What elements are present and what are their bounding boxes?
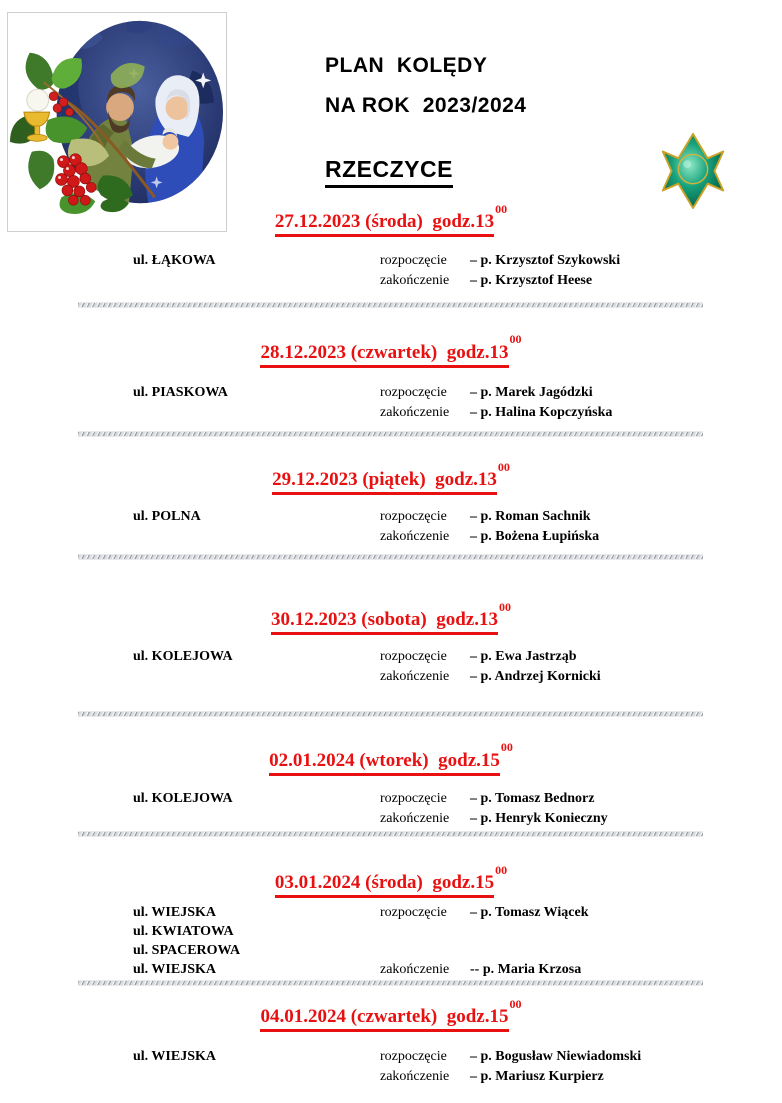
entry-rows [133, 903, 782, 979]
entry-date-heading [0, 599, 782, 632]
entry-row [133, 667, 782, 687]
end-label: zakończenie [380, 273, 450, 289]
end-person: – p. Halina Kopczyńska [470, 404, 613, 420]
time-superscript: 00 [509, 332, 522, 347]
end-label: zakończenie [380, 1069, 450, 1085]
section-separator [78, 554, 703, 560]
street-name: ul. KOLEJOWA [133, 649, 233, 665]
end-person: – p. Andrzej Kornicki [470, 669, 601, 685]
entry-date-heading [0, 459, 782, 492]
entry-rows [133, 251, 782, 291]
start-label: rozpoczęcie [380, 1049, 447, 1065]
entry-rows [133, 383, 782, 423]
start-label: rozpoczęcie [380, 253, 447, 269]
entry-row [133, 271, 782, 291]
entry-date: 29.12.2023 (piątek) godz.13 [272, 469, 497, 495]
time-superscript: 00 [495, 862, 508, 877]
section-separator [78, 831, 703, 837]
start-person: – p. Tomasz Wiącek [470, 904, 589, 920]
street-name: ul. POLNA [133, 508, 201, 524]
entry-row [133, 809, 782, 829]
start-label: rozpoczęcie [380, 649, 447, 665]
label [380, 922, 470, 941]
end-label: zakończenie [380, 961, 450, 977]
street-name: ul. SPACEROWA [133, 942, 241, 958]
street-name [133, 809, 380, 829]
entry-row [133, 960, 782, 979]
end-person: – p. Krzysztof Heese [470, 273, 593, 289]
start-person: – p. Roman Sachnik [470, 508, 591, 524]
location-heading: RZECZYCE [325, 156, 453, 188]
time-superscript: 00 [497, 459, 510, 474]
entry-row [133, 527, 782, 547]
six-pointed-star-icon [653, 132, 733, 210]
start-person: – p. Marek Jagódzki [470, 384, 593, 400]
street-name: ul. WIEJSKA [133, 961, 216, 977]
section-separator [78, 302, 703, 308]
entry-date: 04.01.2024 (czwartek) godz.15 [260, 1006, 508, 1032]
street-name [133, 527, 380, 547]
end-person: – p. Bożena Łupińska [470, 528, 600, 544]
start-label: rozpoczęcie [380, 384, 447, 400]
person [470, 941, 782, 960]
street-name: ul. ŁĄKOWA [133, 253, 216, 269]
start-person: – p. Ewa Jastrząb [470, 649, 577, 665]
time-superscript: 00 [509, 996, 522, 1011]
time-superscript: 00 [500, 740, 513, 755]
title-block [325, 52, 527, 188]
document-header [0, 0, 782, 198]
street-name: ul. KWIATOWA [133, 923, 234, 939]
street-name: ul. KOLEJOWA [133, 790, 233, 806]
plan-title-line2: NA ROK 2023/2024 [325, 94, 527, 117]
end-person: – p. Henryk Konieczny [470, 810, 608, 826]
start-label: rozpoczęcie [380, 790, 447, 806]
street-name: ul. WIEJSKA [133, 904, 216, 920]
entry-row [133, 251, 782, 271]
start-person: – p. Krzysztof Szykowski [470, 253, 621, 269]
entry-rows [133, 789, 782, 829]
start-label: rozpoczęcie [380, 508, 447, 524]
time-superscript: 00 [495, 202, 508, 216]
street-name: ul. PIASKOWA [133, 384, 228, 400]
street-name [133, 403, 380, 423]
entry-date: 27.12.2023 (środa) godz.13 [275, 211, 494, 237]
person [470, 922, 782, 941]
street-name [133, 667, 380, 687]
start-label: rozpoczęcie [380, 904, 447, 920]
entry-row [133, 789, 782, 809]
entry-date-heading [0, 862, 782, 895]
entry-row [133, 941, 782, 960]
entry-rows [133, 507, 782, 547]
label [380, 941, 470, 960]
end-person: – p. Mariusz Kurpierz [470, 1069, 604, 1085]
end-label: zakończenie [380, 810, 450, 826]
end-label: zakończenie [380, 404, 450, 420]
end-person: -- p. Maria Krzosa [470, 961, 582, 977]
entry-rows [133, 1047, 782, 1087]
end-label: zakończenie [380, 669, 450, 685]
entry-row [133, 403, 782, 423]
entry-date-heading [0, 742, 782, 772]
entry-row [133, 922, 782, 941]
section-separator [78, 431, 703, 437]
nativity-scene-image [8, 13, 226, 231]
entry-date-heading [0, 334, 782, 364]
entry-rows [133, 647, 782, 687]
entry-row [133, 383, 782, 403]
plan-title-line1: PLAN KOLĘDY [325, 54, 488, 77]
entry-row [133, 647, 782, 667]
entry-date-heading [0, 996, 782, 1029]
entry-row [133, 1067, 782, 1087]
section-separator [78, 711, 703, 717]
entry-row [133, 903, 782, 922]
end-label: zakończenie [380, 528, 450, 544]
start-person: – p. Bogusław Niewiadomski [470, 1049, 642, 1065]
entry-date: 03.01.2024 (środa) godz.15 [275, 872, 494, 898]
entry-date: 02.01.2024 (wtorek) godz.15 [269, 750, 500, 776]
street-name [133, 271, 380, 291]
street-name [133, 1067, 380, 1087]
nativity-image-frame [7, 12, 227, 232]
entry-row [133, 1047, 782, 1067]
entry-date: 28.12.2023 (czwartek) godz.13 [260, 342, 508, 368]
section-separator [78, 980, 703, 986]
entry-date: 30.12.2023 (sobota) godz.13 [271, 609, 498, 635]
start-person: – p. Tomasz Bednorz [470, 790, 595, 806]
star-image [653, 132, 733, 210]
time-superscript: 00 [498, 599, 511, 614]
entry-row [133, 507, 782, 527]
street-name: ul. WIEJSKA [133, 1049, 216, 1065]
